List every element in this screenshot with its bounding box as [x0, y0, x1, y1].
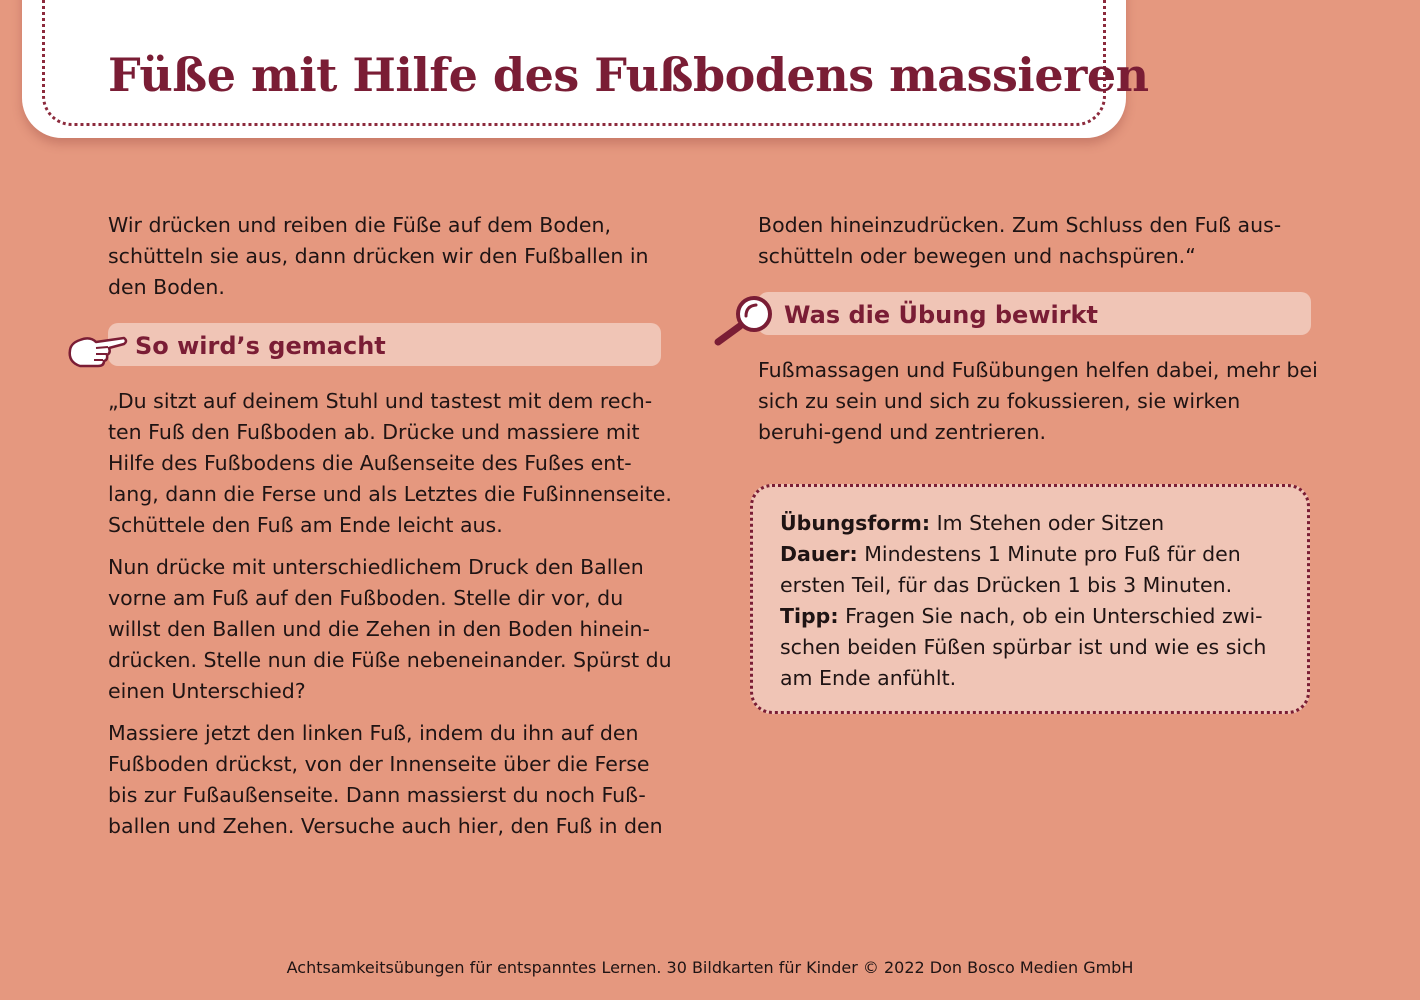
magnifier-icon	[712, 294, 778, 348]
info-form-value: Im Stehen oder Sitzen	[936, 511, 1165, 535]
info-tip-value: Fragen Sie nach, ob ein Unterschied zwi-schen beiden Füßen spürbar ist und wie es sich am Ende anfühlt.	[780, 604, 1267, 690]
how-heading: So wird’s gemacht	[135, 332, 386, 360]
page-title: Füße mit Hilfe des Fußbodens massieren	[108, 48, 1149, 102]
info-tip-label: Tipp:	[780, 604, 839, 628]
instructions-block	[108, 386, 678, 842]
info-form-label: Übungsform:	[780, 511, 931, 535]
instruction-continuation: Boden hineinzudrücken. Zum Schluss den Fuß aus-schütteln oder bewegen und nachspüren.“	[758, 213, 1282, 268]
effect-heading: Was die Übung bewirkt	[784, 301, 1098, 329]
info-form-line	[780, 508, 1300, 539]
info-box-text	[780, 508, 1300, 694]
effect-paragraph: Fußmassagen und Fußübungen helfen dabei, mehr bei sich zu sein und sich zu fokussieren, sie wirken beruhi-gend und zentrieren.	[758, 358, 1318, 444]
instruction-paragraph-2: Nun drücke mit unterschiedlichem Druck den Ballen vorne am Fuß auf den Fußboden. Stelle dir vor, du willst den Ballen und die Zehen in den Boden hinein-drücken. Stelle nun die Füße nebeneinander. Spürst du einen Unterschied?	[108, 555, 672, 703]
info-duration-value: Mindestens 1 Minute pro Fuß für den ersten Teil, für das Drücken 1 bis 3 Minuten.	[780, 542, 1241, 597]
instruction-paragraph-3: Massiere jetzt den linken Fuß, indem du ihn auf den Fußboden drückst, von der Innenseite über die Ferse bis zur Fußaußenseite. Dann massierst du noch Fuß-ballen und Zehen. Versuche auch hier, den Fuß in den	[108, 721, 663, 838]
continuation-block	[758, 210, 1318, 272]
intro-text-block	[108, 210, 678, 303]
info-duration-label: Dauer:	[780, 542, 858, 566]
effect-text-block	[758, 355, 1318, 448]
pointing-hand-icon	[66, 330, 128, 370]
intro-paragraph: Wir drücken und reiben die Füße auf dem Boden, schütteln sie aus, dann drücken wir den Fußballen in den Boden.	[108, 213, 649, 299]
info-tip-line	[780, 601, 1300, 694]
footer-credit: Achtsamkeitsübungen für entspanntes Lernen. 30 Bildkarten für Kinder © 2022 Don Bosco Medien GmbH	[286, 958, 1134, 977]
instruction-paragraph-1: „Du sitzt auf deinem Stuhl und tastest mit dem rech-ten Fuß den Fußboden ab. Drücke und massiere mit Hilfe des Fußbodens die Außenseite des Fußes ent-lang, dann die Ferse und als Letztes die Fußinnenseite. Schüttele den Fuß am Ende leicht aus.	[108, 389, 672, 537]
info-duration-line	[780, 539, 1300, 601]
